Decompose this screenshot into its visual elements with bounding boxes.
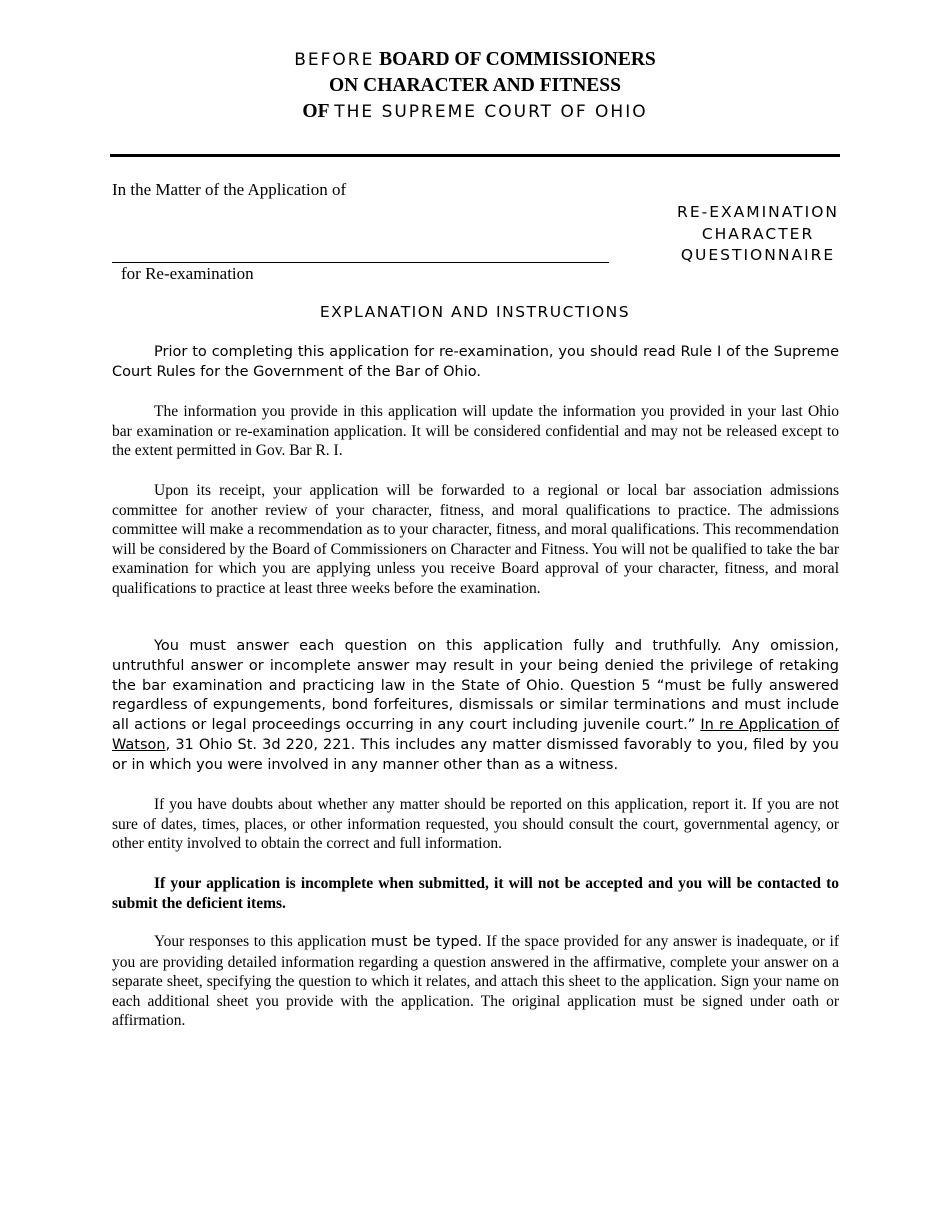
header-before: BEFORE [294,50,375,70]
typed-responses-text-end: . If the space provided for any answer is inadequate, or if you are providing detailed information regarding a question answered in the affirmative, complete your answer on a separate sheet, specifying the question to which it relates, and attach this sheet to the application. Sign your name on each additional sheet you provide with the application. The original application must be signed under oath or affirmation. [112,933,840,1029]
paragraph-truthful-answers [112,637,839,776]
instructions-heading: EXPLANATION AND INSTRUCTIONS [319,303,631,321]
truthful-answers-text-end: , 31 Ohio St. 3d 220, 221. This includes any matter dismissed favorably to you, filed by you or in which you were involved in any manner other than as a witness. [112,736,839,773]
header-character-fitness: ON CHARACTER AND FITNESS [328,75,621,96]
paragraph-confidentiality: The information you provide in this application will update the information you provided in your last Ohio bar examination or re-examination application. It will be considered confidential and may not be released except to the extent permitted in Gov. Bar R. I. [112,403,839,459]
header-divider [110,154,840,157]
matter-caption: In the Matter of the Application of [112,180,347,199]
typed-responses-text: Your responses to this application [154,933,371,950]
applicant-name-line [112,262,609,263]
header-of: OF [302,101,330,122]
paragraph-doubts: If you have doubts about whether any matter should be reported on this application, report it. If you are not sure of dates, times, places, or other information requested, you should consult the court, governmental agency, or other entity involved to obtain the correct and full information. [112,796,839,852]
case-citation: In re Application of Watson [112,717,839,753]
paragraph-incomplete-warning: If your application is incomplete when submitted, it will not be accepted and you will be contacted to submit the deficient items. [112,875,839,912]
form-title-line-1: RE-EXAMINATION [677,203,839,221]
form-title [677,202,839,267]
form-title-line-2: CHARACTER [701,224,815,243]
paragraph-committee-review: Upon its receipt, your application will be forwarded to a regional or local bar association admissions committee for another review of your character, fitness, and moral qualifications to practice. The admissions committee will make a recommendation as to your character, fitness, and moral qualifications. This recommendation will be considered by the Board of Commissioners on Character and Fitness. You will not be qualified to take the bar examination for which you are applying unless you receive Board approval of your character, fitness, and moral qualifications to practice at least three weeks before the examination. [112,482,839,597]
paragraph-typed-responses [112,932,839,1031]
paragraph-rule-i: Prior to completing this application for re-examination, you should read Rule I of the Supreme Court Rules for the Government of the Bar of Ohio. [112,344,839,380]
truthful-answers-text: You must answer each question on this application fully and truthfully. Any omission, untruthful answer or incomplete answer may result in your being denied the privilege of retaking the bar examination and practicing law in the State of Ohio. Question 5 “must be fully answered regardless of expungements, bond forfeitures, dismissals or similar terminations and must include all actions or legal proceedings occurring in any court including juvenile court.” [112,638,839,734]
header-supreme-court: THE SUPREME COURT OF OHIO [334,102,648,122]
header-board: BOARD OF COMMISSIONERS [379,49,656,70]
form-title-line-3: QUESTIONNAIRE [680,246,836,264]
header-line-2 [0,73,950,99]
header-line-1 [0,47,950,73]
header-line-3 [0,99,950,125]
document-header [0,47,950,125]
for-reexamination-label: for Re-examination [121,264,254,283]
must-be-typed-emphasis: must be typed [370,934,478,950]
